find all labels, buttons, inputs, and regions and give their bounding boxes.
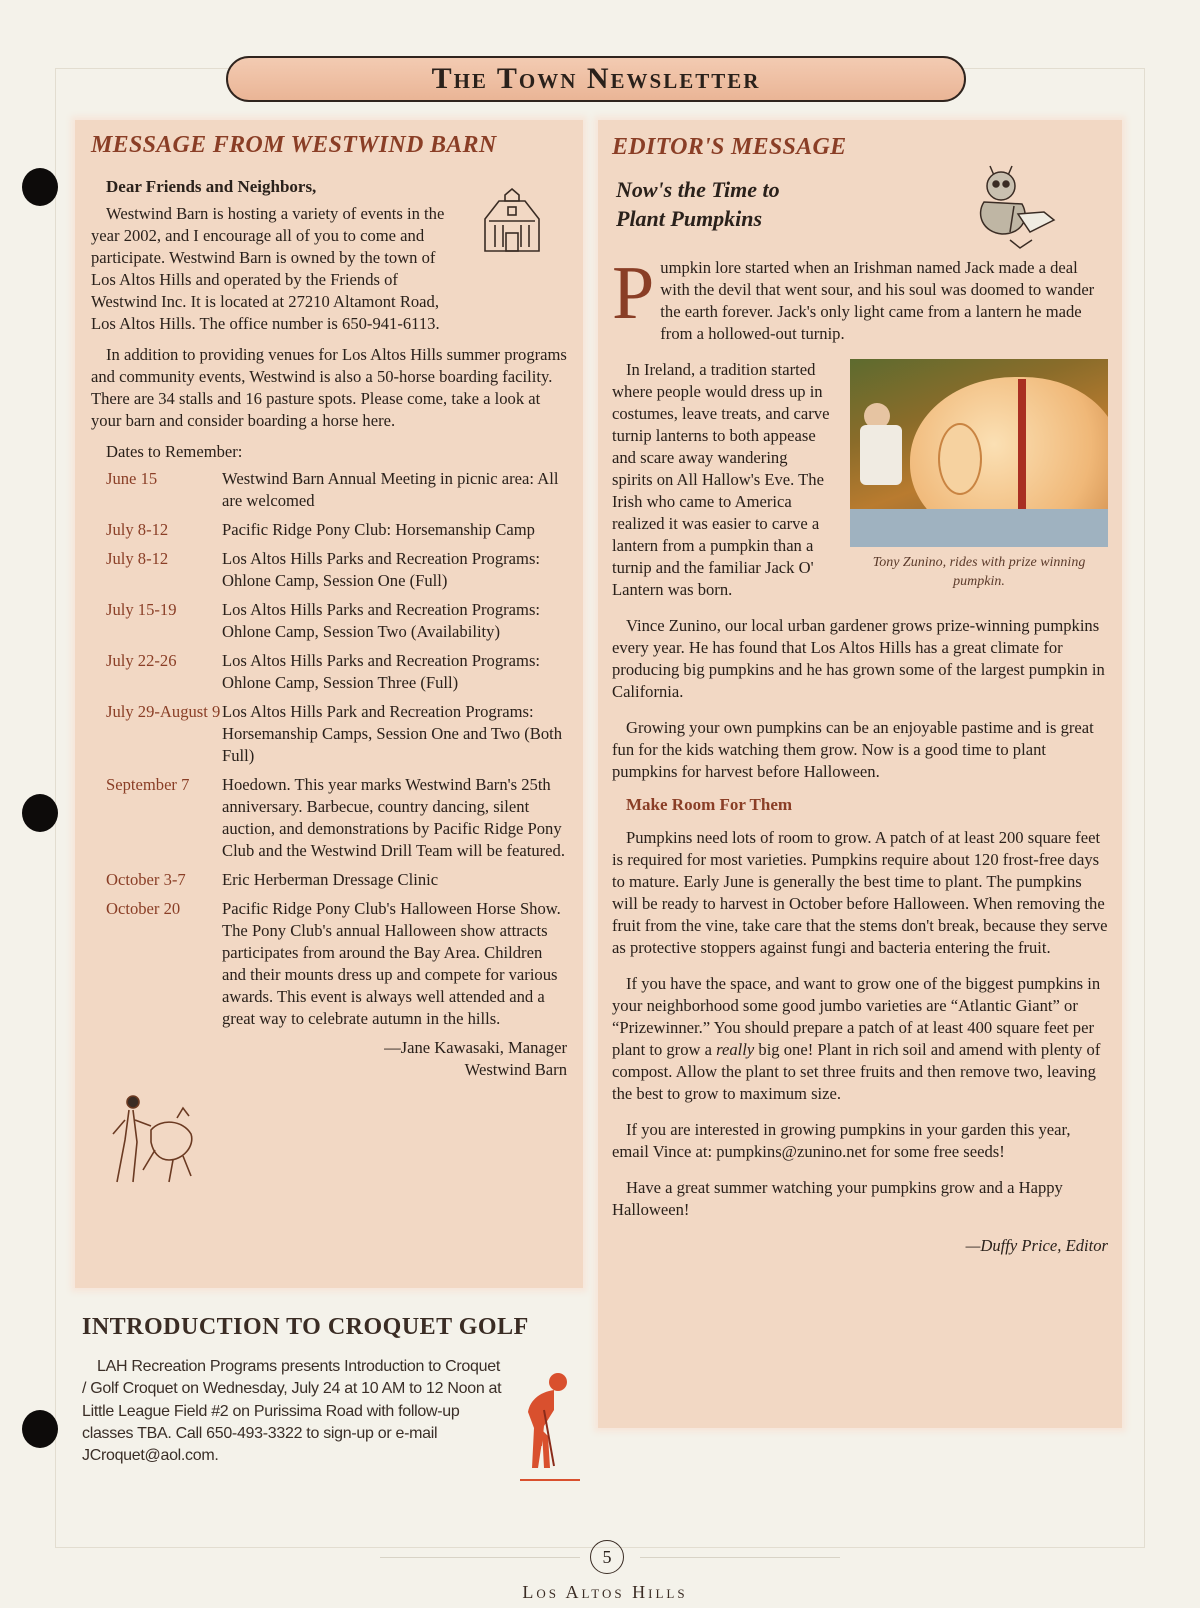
photo-caption: Tony Zunino, rides with prize winning pumpkin.: [872, 555, 1086, 589]
paragraph-6-part-a: If you have the space, and want to grow one of the biggest pumpkins in your neighborhood some good jumbo varieties are “Atlantic Giant” or “Prizewinner.” You should prepare a patch of at least 400 square feet per plant to grow a: [612, 974, 1101, 1059]
croquet-player-icon: [514, 1370, 584, 1488]
date-description: Los Altos Hills Parks and Recreation Programs: Ohlone Camp, Session One (Full): [222, 549, 541, 590]
date-description: Los Altos Hills Park and Recreation Programs: Horsemanship Camps, Session One and Two (Both Full): [222, 702, 563, 765]
newsletter-masthead: The Town Newsletter: [226, 56, 966, 102]
cat-mascot-icon: [970, 158, 1056, 250]
footer-rule-right: [640, 1557, 840, 1558]
date-row: [91, 869, 567, 891]
westwind-signature: [91, 1037, 567, 1081]
editor-paragraph-2: In Ireland, a tradition started where people would dress up in costumes, leave treats, and carve turnip lanterns to both appease and scare away wandering spirits on All Hallow's Eve. The Irish who came to America realized it was easier to carve a lantern from a pumpkin than a turnip and the familiar Jack O' Lantern was born.: [612, 360, 830, 599]
dates-label: Dates to Remember:: [106, 442, 243, 461]
date: September 7: [106, 775, 190, 794]
date: July 29-August 9: [106, 702, 221, 721]
barn-icon: [475, 185, 549, 255]
editor-paragraph-8: Have a great summer watching your pumpkins grow and a Happy Halloween!: [612, 1178, 1063, 1219]
paragraph-6-part-b: big one! Plant in rich soil and amend with plenty of compost. Allow the plant to set three fruits and then remove two, leaving the best to grow to maximum size.: [612, 1040, 1101, 1103]
drop-cap: P: [612, 251, 655, 335]
editor-paragraph-6: [612, 973, 1108, 1105]
date-description: Hoedown. This year marks Westwind Barn's 25th anniversary. Barbecue, country dancing, silent auction, and demonstrations by Pacific Ridge Pony Club and the Westwind Drill Team will be featured.: [222, 775, 565, 860]
date: July 22-26: [106, 651, 177, 670]
binder-hole: [22, 1410, 58, 1448]
date: October 20: [106, 899, 181, 918]
editor-paragraph-7: If you are interested in growing pumpkins in your garden this year, email Vince at: pumpkins@zunino.net for some free seeds!: [612, 1120, 1071, 1161]
date-description: Pacific Ridge Pony Club's Halloween Horse Show. The Pony Club's annual Halloween show attracts participates from around the Bay Area. Children and their mounts dress up and compete for various awards. This event is always well attended and a great way to celebrate autumn in the hills.: [222, 899, 561, 1028]
date-row: [91, 548, 567, 592]
date-description: Los Altos Hills Parks and Recreation Programs: Ohlone Camp, Session Two (Availability): [222, 600, 541, 641]
date-row: [91, 650, 567, 694]
editor-heading: EDITOR'S MESSAGE: [612, 134, 847, 160]
date-row: [91, 774, 567, 862]
signature-name: —Jane Kawasaki, Manager: [384, 1038, 567, 1057]
pumpkin-photo: [850, 359, 1108, 547]
date-row: [91, 468, 567, 512]
binder-hole: [22, 168, 58, 206]
subhead-make-room: Make Room For Them: [626, 795, 793, 814]
date: July 8-12: [106, 549, 169, 568]
westwind-heading: MESSAGE FROM WESTWIND BARN: [91, 132, 497, 158]
date: July 8-12: [106, 520, 169, 539]
date-description: Westwind Barn Annual Meeting in picnic area: All are welcomed: [222, 469, 559, 510]
page-number: 5: [590, 1540, 624, 1574]
editor-paragraph-1: umpkin lore started when an Irishman named Jack made a deal with the devil that went sour, and his soul was doomed to wander the earth forever. Jack's only light came from a lantern he made from a hollowed-out turnip.: [660, 258, 1095, 343]
date: October 3-7: [106, 870, 186, 889]
signature-org: Westwind Barn: [464, 1060, 567, 1079]
date: July 15-19: [106, 600, 177, 619]
editor-paragraph-4: Growing your own pumpkins can be an enjoyable pastime and is great fun for the kids watching them grow. Now is a good time to plant pumpkins for harvest before Halloween.: [612, 718, 1094, 781]
date: June 15: [106, 469, 158, 488]
binder-hole: [22, 794, 58, 832]
date-row: [91, 599, 567, 643]
horse-rider-icon: [103, 1090, 203, 1190]
westwind-paragraph-2: In addition to providing venues for Los Altos Hills summer programs and community events, Westwind is also a 50-horse boarding facility. There are 34 stalls and 16 pasture spots. Please come, take a look at your barn and consider boarding a horse here.: [91, 345, 567, 430]
date-description: Pacific Ridge Pony Club: Horsemanship Camp: [222, 520, 535, 539]
westwind-barn-panel: [75, 120, 583, 1288]
article-title-line1: Now's the Time to: [616, 177, 780, 202]
footer-town-name: Los Altos Hills: [522, 1582, 688, 1602]
footer-rule-left: [380, 1557, 580, 1558]
date-description: Eric Herberman Dressage Clinic: [222, 870, 439, 889]
editor-paragraph-5: Pumpkins need lots of room to grow. A patch of at least 200 square feet is required for most varieties. Pumpkins require about 120 frost-free days to mature. Early June is generally the best time to plant. The pumpkins will be ready to harvest in October before Halloween. When removing the fruit from the vine, take care that the stems don't break, because they serve as protective stoppers against fungi and bacteria entering the fruit.: [612, 828, 1108, 957]
photo-figure: [850, 359, 1108, 591]
salutation: Dear Friends and Neighbors,: [106, 177, 317, 196]
editor-signature: —Duffy Price, Editor: [965, 1236, 1108, 1255]
croquet-body: LAH Recreation Programs presents Introduction to Croquet / Golf Croquet on Wednesday, July 24 at 10 AM to 12 Noon at Little League Field #2 on Purissima Road with follow-up classes TBA. Call 650-493-3322 to sign-up or e-mail JCroquet@aol.com.: [82, 1358, 502, 1465]
editor-panel: [598, 120, 1122, 1428]
article-title-line2: Plant Pumpkins: [616, 206, 763, 231]
date-row: [91, 519, 567, 541]
editor-paragraph-3: Vince Zunino, our local urban gardener grows prize-winning pumpkins every year. He has found that Los Altos Hills has a great climate for producing big pumpkins and he has grown some of the largest pumpkin in California.: [612, 616, 1105, 701]
westwind-paragraph-1: Westwind Barn is hosting a variety of events in the year 2002, and I encourage all of you to come and participate. Westwind Barn is owned by the town of Los Altos Hills and operated by the Friends of Westwind Inc. It is located at 27210 Altamont Road, Los Altos Hills. The office number is 650-941-6113.: [91, 204, 445, 333]
date-description: Los Altos Hills Parks and Recreation Programs: Ohlone Camp, Session Three (Full): [222, 651, 541, 692]
paragraph-6-emphasis: really: [716, 1040, 755, 1059]
croquet-heading: INTRODUCTION TO CROQUET GOLF: [82, 1314, 529, 1340]
date-row: [91, 701, 567, 767]
date-row: [91, 898, 567, 1030]
